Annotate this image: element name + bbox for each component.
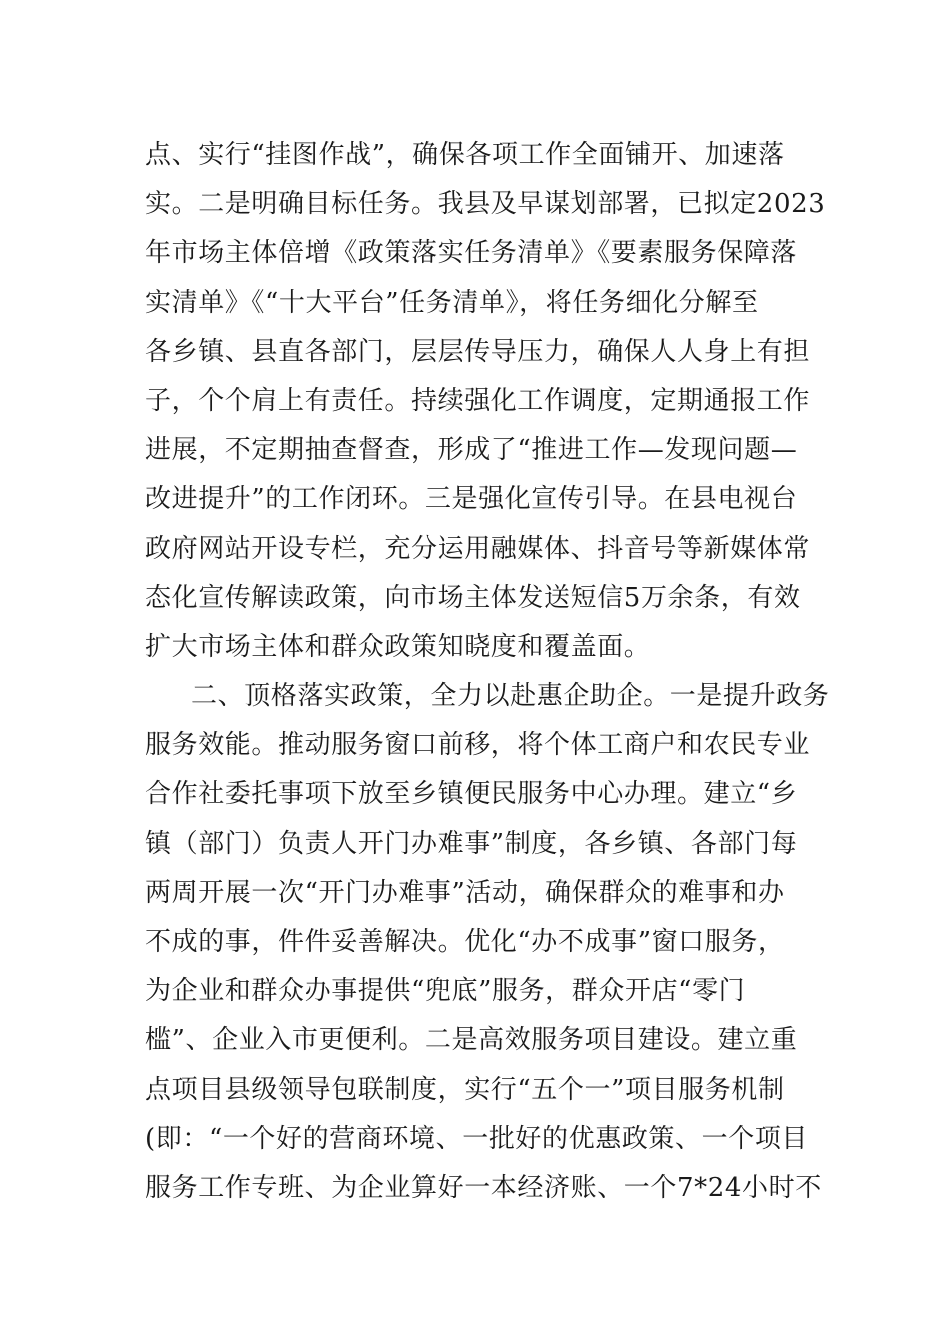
text-line: 两周开展一次“开门办难事”活动，确保群众的难事和办 (145, 877, 785, 908)
paragraph-start-line: 二、顶格落实政策，全力以赴惠企助企。一是提升政务 (191, 681, 830, 712)
body-text (145, 131, 830, 1213)
text-line: 政府网站开设专栏，充分运用融媒体、抖音号等新媒体常 (145, 533, 811, 564)
text-line: 扩大市场主体和群众政策知晓度和覆盖面。 (145, 631, 651, 662)
text-line: 改进提升”的工作闭环。三是强化宣传引导。在县电视台 (145, 484, 798, 515)
text-line: 镇（部门）负责人开门办难事”制度，各乡镇、各部门每 (145, 828, 798, 859)
text-line: 为企业和群众办事提供“兜底”服务，群众开店“零门 (145, 976, 746, 1007)
text-line: 年市场主体倍增《政策落实任务清单》《要素服务保障落 (145, 238, 798, 269)
text-line: 槛”、企业入市更便利。二是高效服务项目建设。建立重 (145, 1025, 798, 1056)
text-line: 子，个个肩上有责任。持续强化工作调度，定期通报工作 (145, 385, 811, 416)
text-line: 点、实行“挂图作战”，确保各项工作全面铺开、加速落 (145, 140, 785, 170)
text-line: 实清单》《“十大平台”任务清单》，将任务细化分解至 (145, 287, 759, 318)
text-line: 服务工作专班、为企业算好一本经济账、一个7*24小时不 (145, 1172, 822, 1203)
text-line: 进展，不定期抽查督查，形成了“推进工作—发现问题— (145, 435, 798, 466)
text-line: 服务效能。推动服务窗口前移，将个体工商户和农民专业 (145, 730, 811, 761)
text-line: 实。二是明确目标任务。我县及早谋划部署，已拟定2023 (145, 189, 826, 220)
text-line: 态化宣传解读政策，向市场主体发送短信5万余条，有效 (145, 582, 801, 613)
text-line: (即：“一个好的营商环境、一批好的优惠政策、一个项目 (145, 1123, 809, 1154)
text-line: 各乡镇、县直各部门，层层传导压力，确保人人身上有担 (145, 336, 811, 367)
text-line: 合作社委托事项下放至乡镇便民服务中心办理。建立“乡 (145, 779, 798, 810)
text-line: 不成的事，件件妥善解决。优化“办不成事”窗口服务， (145, 927, 785, 957)
text-line: 点项目县级领导包联制度，实行“五个一”项目服务机制 (145, 1074, 785, 1105)
